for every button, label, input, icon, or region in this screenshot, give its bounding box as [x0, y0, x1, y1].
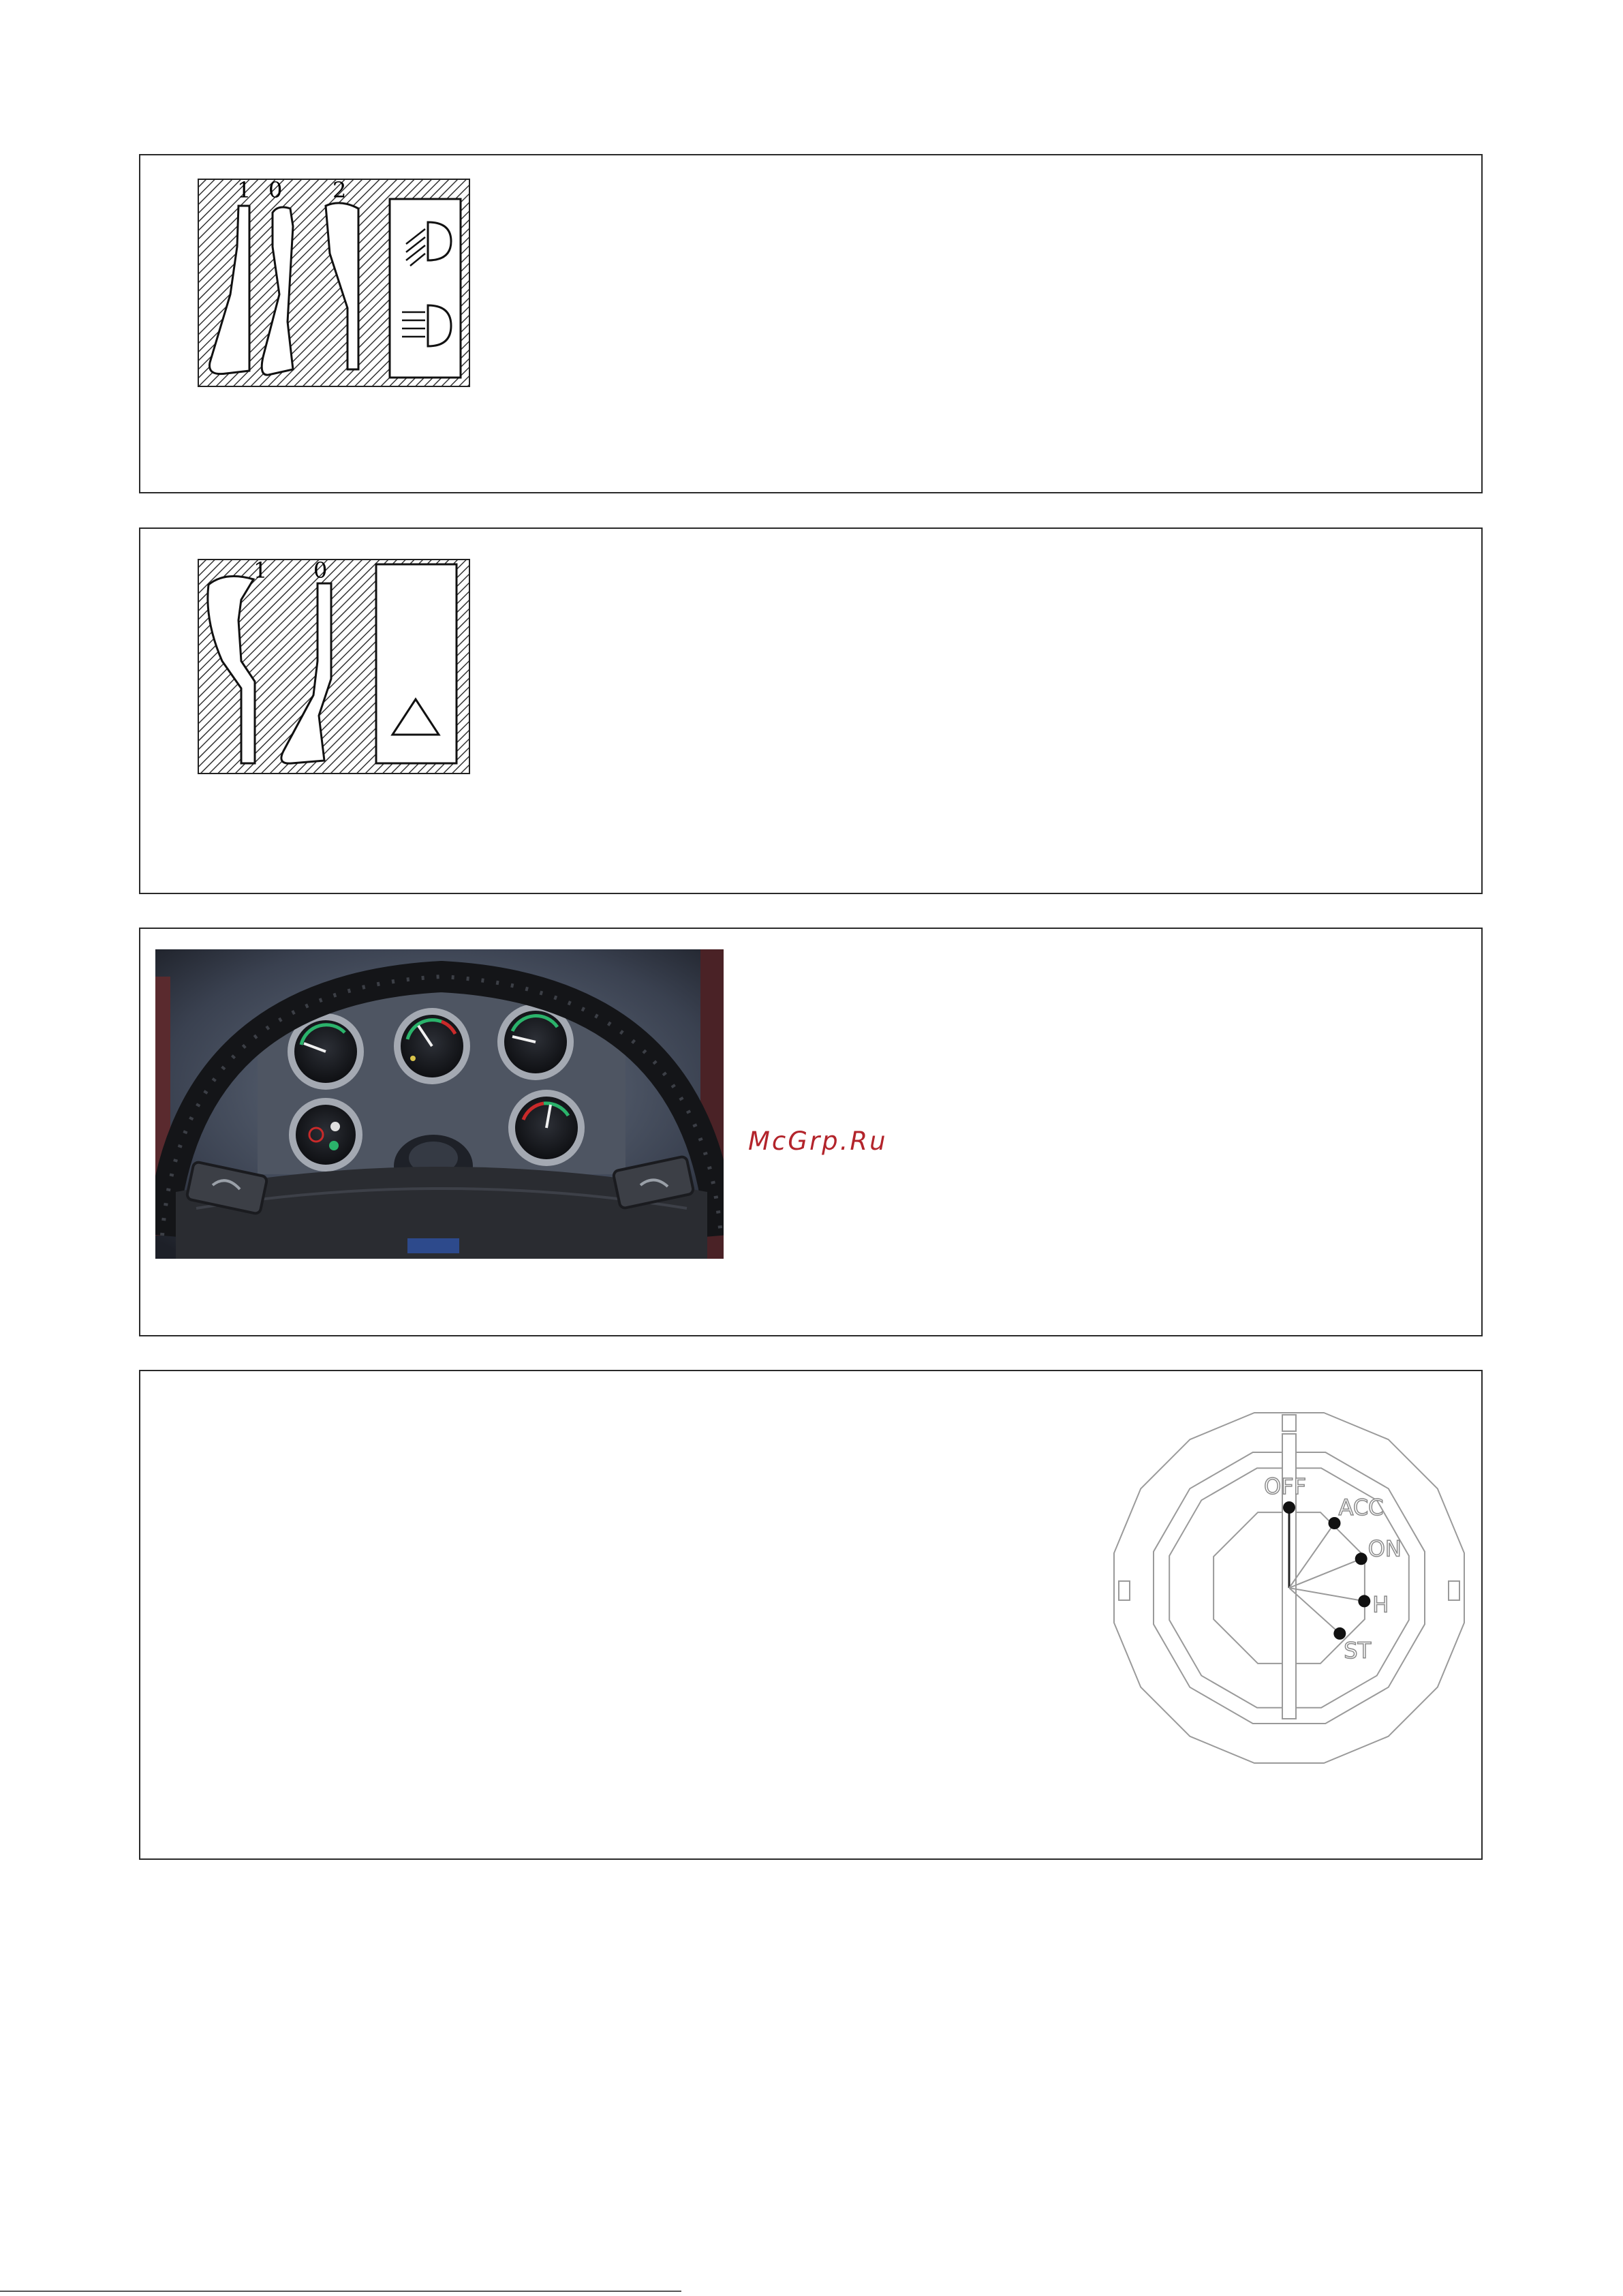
position-dot-on — [1355, 1552, 1367, 1565]
position-label-acc: ACC — [1338, 1495, 1384, 1520]
position-line-h — [1289, 1588, 1364, 1601]
hazard-switch-diagram — [198, 559, 470, 774]
ignition-switch-diagram — [1104, 1397, 1474, 1779]
position-label-off: OFF — [1264, 1473, 1306, 1499]
dashboard-photo — [155, 949, 724, 1259]
dashboard-panel — [139, 928, 1483, 1336]
footer-rule — [0, 2291, 681, 2292]
position-0-label: 0 — [268, 179, 283, 203]
gauge-4 — [289, 1098, 362, 1172]
position-line-st — [1289, 1588, 1340, 1634]
position-1-label: 1 — [253, 559, 268, 583]
position-0-label: 0 — [313, 559, 328, 583]
position-dot-off — [1283, 1501, 1295, 1514]
gauge-5 — [508, 1090, 585, 1166]
position-label-h: H — [1372, 1591, 1389, 1618]
position-dot-h — [1358, 1595, 1370, 1607]
position-1-label: 1 — [237, 179, 251, 203]
gauge-2 — [394, 1008, 470, 1084]
position-label-st: ST — [1344, 1637, 1372, 1664]
position-2-label: 2 — [333, 179, 347, 203]
hazard-switch-panel — [139, 527, 1483, 894]
light-switch-panel — [139, 154, 1483, 493]
position-label-on: ON — [1367, 1535, 1402, 1562]
watermark-text: McGrp.Ru — [748, 1127, 888, 1156]
brand-badge — [407, 1238, 459, 1253]
light-switch-diagram — [198, 179, 470, 387]
light-symbol-box — [390, 199, 461, 378]
ignition-switch-panel — [139, 1370, 1483, 1860]
hazard-symbol-box — [376, 564, 457, 763]
